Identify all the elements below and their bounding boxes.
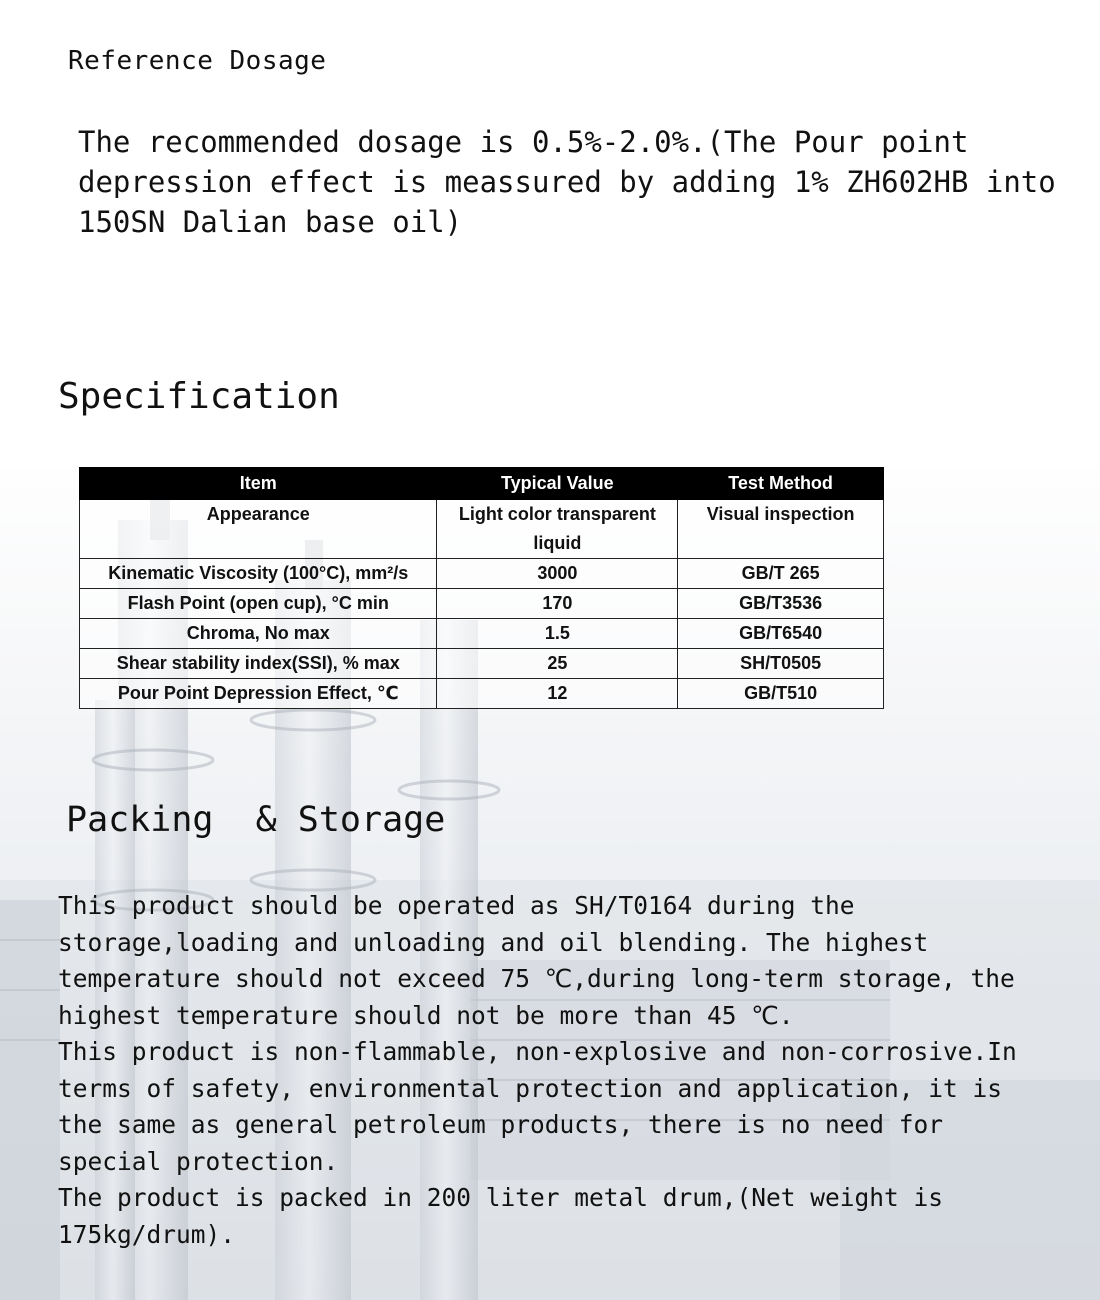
cell-value: 25 [437, 649, 678, 679]
table-row [80, 649, 884, 679]
cell-value: 3000 [437, 559, 678, 589]
cell-method: GB/T3536 [678, 589, 884, 619]
table-row [80, 619, 884, 649]
cell-method: Visual inspection [678, 500, 884, 559]
cell-value: Light color transparent liquid [437, 500, 678, 559]
reference-dosage-heading: Reference Dosage [68, 46, 327, 76]
cell-value: 170 [437, 589, 678, 619]
cell-item: Shear stability index(SSI), % max [80, 649, 437, 679]
cell-method: GB/T6540 [678, 619, 884, 649]
packing-paragraph-drum: The product is packed in 200 liter metal drum,(Net weight is 175kg/drum). [58, 1183, 944, 1249]
column-header-item: Item [80, 468, 437, 500]
cell-value: 12 [437, 679, 678, 709]
specification-heading: Specification [58, 376, 340, 417]
cell-method: GB/T510 [678, 679, 884, 709]
packing-storage-text [58, 888, 1058, 1253]
column-header-typical-value: Typical Value [437, 468, 678, 500]
cell-item: Chroma, No max [80, 619, 437, 649]
packing-paragraph-safety: This product is non-flammable, non-explosive and non-corrosive.In terms of safety, environmental protection and application, it is the same as general petroleum products, there is no need for special protection. [58, 1037, 1017, 1176]
cell-method: SH/T0505 [678, 649, 884, 679]
cell-item: Pour Point Depression Effect, ℃ [80, 679, 437, 709]
cell-item: Kinematic Viscosity (100°C), mm²/s [80, 559, 437, 589]
table-row [80, 559, 884, 589]
column-header-test-method: Test Method [678, 468, 884, 500]
specification-table [79, 467, 884, 709]
cell-value: 1.5 [437, 619, 678, 649]
cell-item: Appearance [80, 500, 437, 559]
table-row [80, 679, 884, 709]
table-header-row [80, 468, 884, 500]
cell-method: GB/T 265 [678, 559, 884, 589]
packing-storage-heading: Packing & Storage [66, 800, 446, 840]
table-row [80, 500, 884, 559]
cell-item: Flash Point (open cup), °C min [80, 589, 437, 619]
table-row [80, 589, 884, 619]
reference-dosage-text: The recommended dosage is 0.5%-2.0%.(The Pour point depression effect is meassured by adding 1% ZH602HB into 150SN Dalian base oil) [78, 125, 1056, 239]
packing-paragraph-storage: This product should be operated as SH/T0164 during the storage,loading and unloading and oil blending. The highest temperature should not exceed 75 ℃,during long-term storage, the highest temperature should not be more than 45 ℃. [58, 891, 1015, 1030]
